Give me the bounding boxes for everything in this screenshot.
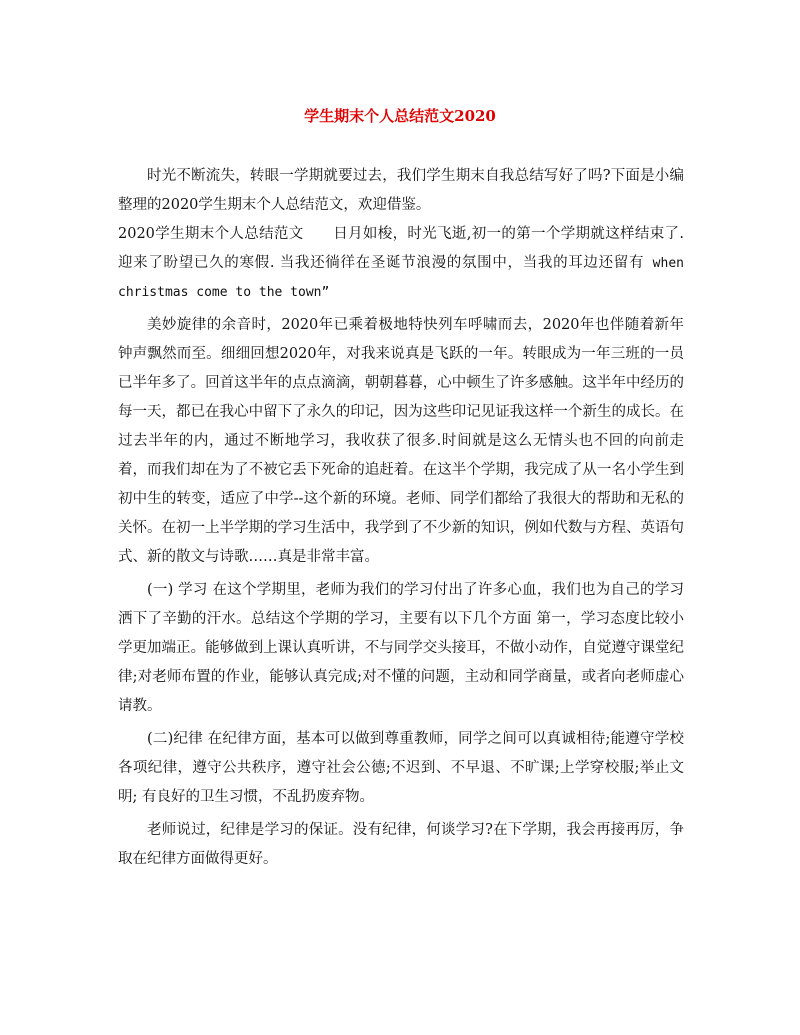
reflection-paragraph: 美妙旋律的余音时，2020年已乘着极地特快列车呼啸而去，2020年也伴随着新年钟声飘然而至。细细回想2020年，对我来说真是飞跃的一年。转眼成为一年三班的一员已半年多了。回首这半年的点点滴滴，朝朝暮暮，心中顿生了许多感触。这半年中经历的每一天，都已在我心中留下了永久的印记，因为这些印记见证我这样一个新生的成长。在过去半年的内，通过不断地学习，我收获了很多.时间就是这么无情头也不回的向前走着，而我们却在为了不被它丢下死命的追赶着。在这半个学期，我完成了从一名小学生到初中生的转变，适应了中学--这个新的环境。老师、同学们都给了我很大的帮助和无私的关怀。在初一上半学期的学习生活中，我学到了不少新的知识，例如代数与方程、英语句式、新的散文与诗歌……真是非常丰富。 <box>118 317 684 565</box>
heading-paragraph-text: 2020学生期末个人总结范文 日月如梭，时光飞逝,初一的第一个学期就这样结束了.迎来了盼望已久的寒假. 当我还徜徉在圣诞节浪漫的氛围中，当我的耳边还留有 <box>118 226 684 271</box>
document-title: 学生期末个人总结范文2020 <box>304 107 496 125</box>
discipline-paragraph: (二)纪律 在纪律方面，基本可以做到尊重教师，同学之间可以真诚相待;能遵守学校各项纪律，遵守公共秩序，遵守社会公德;不迟到、不早退、不旷课;上学穿校服;举止文明; 有良好的卫生习惯，不乱扔废弃物。 <box>118 731 684 805</box>
closing-paragraph: 老师说过，纪律是学习的保证。没有纪律，何谈学习?在下学期，我会再接再厉，争取在纪律方面做得更好。 <box>118 822 684 867</box>
intro-paragraph: 时光不断流失，转眼一学期就要过去，我们学生期末自我总结写好了吗?下面是小编整理的2020学生期末个人总结范文，欢迎借鉴。 <box>118 168 684 213</box>
study-paragraph: (一) 学习 在这个学期里，老师为我们的学习付出了许多心血，我们也为自己的学习洒下了辛勤的汗水。总结这个学期的学习，主要有以下几个方面 第一，学习态度比较小学更加端正。能够做到上课认真听讲，不与同学交头接耳，不做小动作，自觉遵守课堂纪律;对老师布置的作业，能够认真完成;对不懂的问题，主动和同学商量，或者向老师虚心请教。 <box>118 582 684 714</box>
song-lyric-text: when christmas come to the town” <box>118 256 684 300</box>
document-body <box>118 162 684 874</box>
heading-paragraph <box>118 220 684 307</box>
